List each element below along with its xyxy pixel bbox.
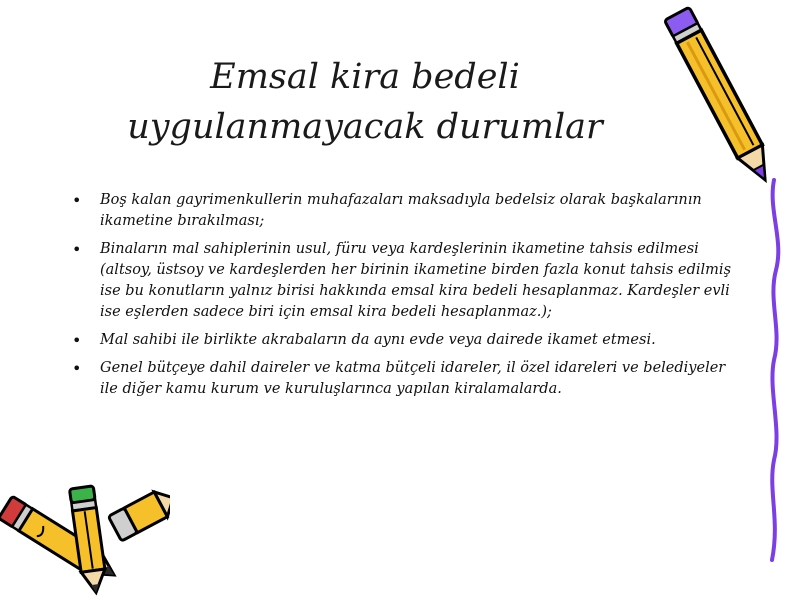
- bullet-item: [72, 330, 732, 351]
- bullet-marker: •: [72, 331, 82, 350]
- bullet-text: Binaların mal sahiplerinin usul, füru veya kardeşlerinin ikametine tahsis edilmesi (altsoy, üstsoy ve kardeşlerden her birinin ikametine birden fazla konut tahsis edilmiş ise bu konutların yalnız birisi hakkında emsal kira bedeli hesaplanmaz. Kardeşler evli ise eşlerden sadece biri için emsal kira bedeli hesaplanmaz.);: [100, 241, 732, 320]
- bullet-text: Genel bütçeye dahil daireler ve katma bütçeli idareler, il özel idareleri ve belediyeler ile diğer kamu kurum ve kuruluşlarınca yapılan kiralamalarda.: [100, 360, 726, 397]
- bullet-text: Boş kalan gayrimenkullerin muhafazaları maksadıyla bedelsiz olarak başkalarının ikametine bırakılması;: [100, 192, 702, 229]
- bullet-marker: •: [72, 240, 82, 259]
- bullet-item: [72, 358, 732, 400]
- bullet-marker: •: [72, 191, 82, 210]
- squiggle-line-icon: [740, 170, 800, 570]
- pencil-icon-top-right: [660, 0, 780, 195]
- slide-title: Emsal kira bedeli uygulanmayacak durumlar: [127, 57, 603, 147]
- bullet-item: [72, 239, 732, 323]
- bullet-item: [72, 190, 732, 232]
- bullet-list: [72, 190, 732, 407]
- bullet-marker: •: [72, 359, 82, 378]
- bullet-text: Mal sahibi ile birlikte akrabaların da aynı evde veya dairede ikamet etmesi.: [100, 332, 656, 348]
- pencils-icon-bottom-left: [0, 480, 170, 600]
